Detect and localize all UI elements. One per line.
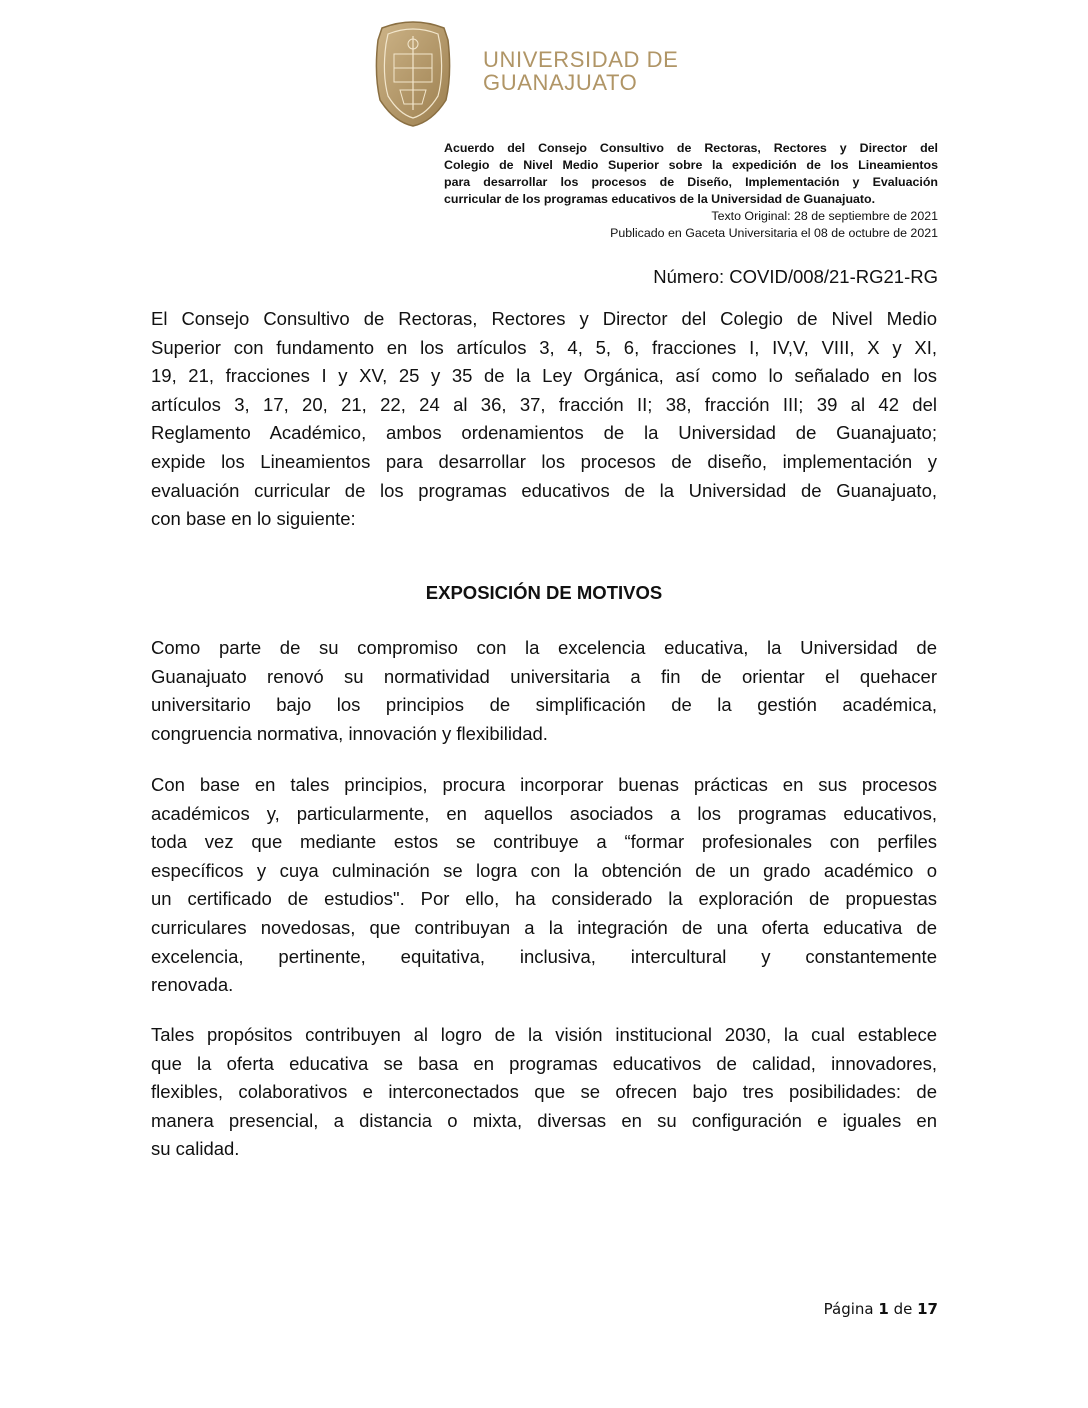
text-line: curriculares novedosas, que contribuyan a la integración de una oferta educativa de — [151, 916, 937, 938]
text-line: Superior con fundamento en los artículos 3, 4, 5, 6, fracciones I, IV,V, VIII, X y XI, — [151, 336, 937, 358]
text-line: universitario bajo los principios de simplificación de la gestión académica, — [151, 694, 937, 716]
text-line: toda vez que mediante estos se contribuye a “formar profesionales con perfiles — [151, 831, 937, 853]
text-line: artículos 3, 17, 20, 21, 22, 24 al 36, 37, fracción II; 38, fracción III; 39 al 42 del — [151, 393, 937, 415]
publication-date: Publicado en Gaceta Universitaria el 08 de octubre de 2021 — [610, 226, 938, 240]
text-line: congruencia normativa, innovación y flexibilidad. — [151, 722, 548, 744]
text-line: Tales propósitos contribuyen al logro de la visión institucional 2030, la cual establece — [151, 1024, 937, 1045]
agreement-title-line: para desarrollar los procesos de Diseño, Implementación y Evaluación — [444, 175, 938, 189]
page-of: de — [893, 1300, 913, 1318]
document-header — [444, 140, 938, 242]
text-line: Como parte de su compromiso con la excelencia educativa, la Universidad de — [151, 637, 937, 658]
original-text-date: Texto Original: 28 de septiembre de 2021 — [711, 209, 938, 223]
text-line: excelencia, pertinente, equitativa, inclusiva, intercultural y constantemente — [151, 945, 937, 967]
text-line: específicos y cuya culminación se logra con la obtención de un grado académico o — [151, 859, 937, 881]
text-line: flexibles, colaborativos e interconectados que se ofrecen bajo tres posibilidades: de — [151, 1081, 937, 1103]
agreement-title — [444, 140, 938, 208]
text-line: evaluación curricular de los programas educativos de la Universidad de Guanajuato, — [151, 479, 937, 501]
text-line: con base en lo siguiente: — [151, 508, 356, 530]
university-logo — [372, 14, 679, 130]
agreement-title-line: Acuerdo del Consejo Consultivo de Rectoras, Rectores y Director del — [444, 141, 938, 155]
text-line: Con base en tales principios, procura incorporar buenas prácticas en sus procesos — [151, 774, 937, 795]
wordmark-line-2: GUANAJUATO — [483, 70, 638, 95]
text-line: académicos y, particularmente, en aquellos asociados a los programas educativos, — [151, 802, 937, 824]
text-line: expide los Lineamientos para desarrollar los procesos de diseño, implementación y — [151, 450, 937, 472]
university-seal-icon — [372, 14, 454, 128]
body-paragraph-2 — [151, 771, 937, 1000]
page-current: 1 — [878, 1300, 889, 1318]
page-word: Página — [823, 1300, 874, 1318]
preamble-paragraph — [151, 305, 937, 534]
text-line: renovada. — [151, 974, 234, 996]
wordmark-line-1: UNIVERSIDAD DE — [483, 47, 679, 72]
body-paragraph-3 — [151, 1021, 937, 1164]
text-line: Guanajuato renovó su normatividad universitaria a fin de orientar el quehacer — [151, 665, 937, 687]
body-paragraph-1 — [151, 634, 937, 748]
text-line: un certificado de estudios". Por ello, ha considerado la exploración de propuestas — [151, 888, 937, 910]
text-line: Reglamento Académico, ambos ordenamientos de la Universidad de Guanajuato; — [151, 422, 937, 444]
document-number: Número: COVID/008/21-RG21-RG — [653, 266, 938, 287]
university-wordmark — [483, 48, 678, 94]
text-line: que la oferta educativa se basa en programas educativos de calidad, innovadores, — [151, 1052, 937, 1074]
page-total: 17 — [917, 1300, 938, 1318]
text-line: 19, 21, fracciones I y XV, 25 y 35 de la Ley Orgánica, así como lo señalado en los — [151, 365, 937, 387]
text-line: El Consejo Consultivo de Rectoras, Rectores y Director del Colegio de Nivel Medio — [151, 308, 937, 329]
agreement-title-line: Colegio de Nivel Medio Superior sobre la expedición de los Lineamientos — [444, 158, 938, 172]
text-line: su calidad. — [151, 1138, 240, 1160]
section-heading: EXPOSICIÓN DE MOTIVOS — [425, 582, 663, 603]
text-line: manera presencial, a distancia o mixta, diversas en su configuración e iguales en — [151, 1109, 937, 1131]
agreement-title-line: curricular de los programas educativos de la Universidad de Guanajuato. — [444, 192, 876, 206]
page-number — [824, 1298, 938, 1320]
